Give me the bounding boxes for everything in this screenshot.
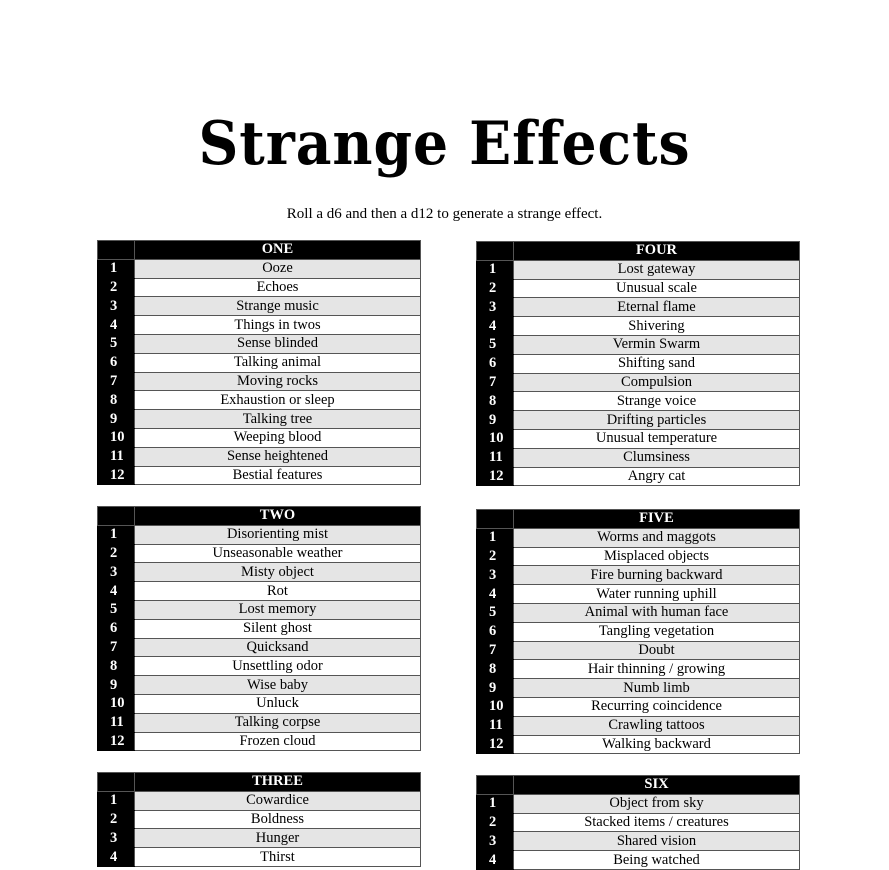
table-row: [477, 335, 800, 354]
table-row: [477, 832, 800, 851]
table-header-row: [98, 773, 421, 792]
roll-number: 8: [98, 391, 135, 410]
roll-number: 3: [477, 832, 514, 851]
table-row: [98, 391, 421, 410]
table-row: [477, 354, 800, 373]
effect-entry: Shifting sand: [514, 354, 800, 373]
table-row: [98, 657, 421, 676]
table-row: [477, 660, 800, 679]
table-heading: SIX: [514, 776, 800, 795]
table-row: [98, 694, 421, 713]
roll-number: 1: [98, 791, 135, 810]
effect-entry: Bestial features: [135, 466, 421, 485]
table-row: [98, 447, 421, 466]
effect-entry: Water running uphill: [514, 585, 800, 604]
roll-number: 5: [477, 603, 514, 622]
roll-number: 9: [477, 679, 514, 698]
table-row: [98, 372, 421, 391]
page-title: Strange Effects: [198, 109, 691, 179]
table-row: [477, 547, 800, 566]
roll-number: 1: [477, 528, 514, 547]
effect-entry: Talking animal: [135, 353, 421, 372]
roll-number: 4: [477, 851, 514, 870]
effect-entry: Shared vision: [514, 832, 800, 851]
table-row: [477, 392, 800, 411]
roll-number: 9: [477, 411, 514, 430]
table-heading: FOUR: [514, 242, 800, 261]
table-row: [98, 810, 421, 829]
roll-number: 1: [98, 259, 135, 278]
effect-entry: Tangling vegetation: [514, 622, 800, 641]
effect-entry: Things in twos: [135, 316, 421, 335]
table-row: [98, 563, 421, 582]
effect-entry: Strange voice: [514, 392, 800, 411]
roll-number: 11: [98, 447, 135, 466]
effect-entry: Numb limb: [514, 679, 800, 698]
roll-number: 4: [98, 582, 135, 601]
effect-entry: Unsettling odor: [135, 657, 421, 676]
roll-number: 7: [98, 638, 135, 657]
roll-number: 9: [98, 676, 135, 695]
effect-entry: Strange music: [135, 297, 421, 316]
table-row: [98, 259, 421, 278]
roll-number: 11: [98, 713, 135, 732]
table-five: [476, 509, 800, 754]
table-corner: [477, 776, 514, 795]
roll-number: 6: [98, 619, 135, 638]
table-row: [98, 638, 421, 657]
table-row: [98, 544, 421, 563]
table-row: [98, 582, 421, 601]
roll-number: 4: [98, 848, 135, 867]
roll-number: 5: [477, 335, 514, 354]
effect-entry: Recurring coincidence: [514, 697, 800, 716]
roll-number: 2: [477, 547, 514, 566]
table-row: [477, 279, 800, 298]
roll-number: 2: [477, 279, 514, 298]
effect-entry: Silent ghost: [135, 619, 421, 638]
roll-number: 3: [98, 297, 135, 316]
roll-number: 4: [98, 316, 135, 335]
effect-entry: Lost gateway: [514, 260, 800, 279]
effect-entry: Disorienting mist: [135, 525, 421, 544]
effect-entry: Rot: [135, 582, 421, 601]
effect-entry: Lost memory: [135, 600, 421, 619]
roll-number: 4: [477, 585, 514, 604]
table-row: [477, 716, 800, 735]
effect-entry: Drifting particles: [514, 411, 800, 430]
effect-entry: Talking corpse: [135, 713, 421, 732]
table-header-row: [98, 241, 421, 260]
table-row: [477, 467, 800, 486]
effect-entry: Echoes: [135, 278, 421, 297]
effect-entry: Quicksand: [135, 638, 421, 657]
roll-number: 10: [477, 697, 514, 716]
table-row: [477, 679, 800, 698]
roll-number: 12: [98, 732, 135, 751]
roll-number: 10: [98, 428, 135, 447]
effect-entry: Moving rocks: [135, 372, 421, 391]
table-six: [476, 775, 800, 870]
table-corner: [477, 510, 514, 529]
table-row: [98, 316, 421, 335]
effect-entry: Hunger: [135, 829, 421, 848]
table-row: [477, 585, 800, 604]
table-heading: ONE: [135, 241, 421, 260]
table-row: [98, 713, 421, 732]
effect-entry: Sense blinded: [135, 334, 421, 353]
effect-entry: Sense heightened: [135, 447, 421, 466]
page-subtitle: Roll a d6 and then a d12 to generate a strange effect.: [286, 206, 603, 222]
roll-number: 10: [477, 429, 514, 448]
roll-number: 12: [477, 467, 514, 486]
table-row: [98, 297, 421, 316]
roll-number: 6: [477, 354, 514, 373]
table-row: [477, 373, 800, 392]
roll-number: 3: [98, 829, 135, 848]
table-row: [477, 851, 800, 870]
effect-entry: Compulsion: [514, 373, 800, 392]
effect-entry: Wise baby: [135, 676, 421, 695]
table-header-row: [98, 507, 421, 526]
table-row: [477, 260, 800, 279]
table-row: [477, 411, 800, 430]
table-row: [477, 622, 800, 641]
effect-entry: Doubt: [514, 641, 800, 660]
table-two: [97, 506, 421, 751]
effect-entry: Cowardice: [135, 791, 421, 810]
roll-number: 2: [477, 813, 514, 832]
effect-entry: Talking tree: [135, 410, 421, 429]
table-row: [98, 732, 421, 751]
effect-entry: Thirst: [135, 848, 421, 867]
roll-number: 12: [477, 735, 514, 754]
table-corner: [98, 241, 135, 260]
roll-number: 8: [477, 392, 514, 411]
roll-number: 2: [98, 544, 135, 563]
table-row: [477, 603, 800, 622]
effect-entry: Walking backward: [514, 735, 800, 754]
effect-entry: Frozen cloud: [135, 732, 421, 751]
table-row: [477, 794, 800, 813]
table-corner: [98, 507, 135, 526]
effect-entry: Unusual scale: [514, 279, 800, 298]
effect-entry: Ooze: [135, 259, 421, 278]
table-heading: THREE: [135, 773, 421, 792]
effect-entry: Stacked items / creatures: [514, 813, 800, 832]
roll-number: 5: [98, 600, 135, 619]
roll-number: 7: [98, 372, 135, 391]
roll-number: 3: [477, 566, 514, 585]
effect-entry: Unseasonable weather: [135, 544, 421, 563]
effect-entry: Animal with human face: [514, 603, 800, 622]
table-row: [98, 791, 421, 810]
effect-entry: Hair thinning / growing: [514, 660, 800, 679]
effect-entry: Clumsiness: [514, 448, 800, 467]
table-header-row: [477, 776, 800, 795]
effect-entry: Object from sky: [514, 794, 800, 813]
table-corner: [477, 242, 514, 261]
roll-number: 5: [98, 334, 135, 353]
effect-entry: Crawling tattoos: [514, 716, 800, 735]
roll-number: 11: [477, 716, 514, 735]
effect-entry: Shivering: [514, 317, 800, 336]
table-one: [97, 240, 421, 485]
table-row: [477, 697, 800, 716]
table-header-row: [477, 242, 800, 261]
effect-entry: Worms and maggots: [514, 528, 800, 547]
effect-entry: Misplaced objects: [514, 547, 800, 566]
table-heading: TWO: [135, 507, 421, 526]
table-row: [477, 317, 800, 336]
roll-number: 1: [477, 260, 514, 279]
table-row: [477, 528, 800, 547]
roll-number: 3: [477, 298, 514, 317]
roll-number: 1: [477, 794, 514, 813]
table-row: [98, 278, 421, 297]
effect-entry: Exhaustion or sleep: [135, 391, 421, 410]
roll-number: 11: [477, 448, 514, 467]
effect-entry: Eternal flame: [514, 298, 800, 317]
roll-number: 10: [98, 694, 135, 713]
roll-number: 3: [98, 563, 135, 582]
roll-number: 1: [98, 525, 135, 544]
roll-number: 2: [98, 810, 135, 829]
table-row: [477, 429, 800, 448]
roll-number: 12: [98, 466, 135, 485]
roll-number: 4: [477, 317, 514, 336]
table-row: [98, 600, 421, 619]
table-row: [477, 448, 800, 467]
effect-entry: Fire burning backward: [514, 566, 800, 585]
table-row: [98, 428, 421, 447]
table-row: [98, 353, 421, 372]
table-four: [476, 241, 800, 486]
table-row: [477, 813, 800, 832]
effect-entry: Angry cat: [514, 467, 800, 486]
table-row: [98, 829, 421, 848]
table-row: [477, 298, 800, 317]
table-row: [98, 619, 421, 638]
roll-number: 2: [98, 278, 135, 297]
roll-number: 6: [98, 353, 135, 372]
table-row: [98, 410, 421, 429]
roll-number: 8: [98, 657, 135, 676]
effect-entry: Unluck: [135, 694, 421, 713]
table-corner: [98, 773, 135, 792]
table-row: [477, 566, 800, 585]
roll-number: 9: [98, 410, 135, 429]
table-row: [98, 525, 421, 544]
effect-entry: Unusual temperature: [514, 429, 800, 448]
table-row: [98, 676, 421, 695]
table-row: [98, 334, 421, 353]
effect-entry: Being watched: [514, 851, 800, 870]
table-row: [477, 641, 800, 660]
table-row: [477, 735, 800, 754]
effect-entry: Misty object: [135, 563, 421, 582]
roll-number: 7: [477, 373, 514, 392]
table-three: [97, 772, 421, 867]
effect-entry: Vermin Swarm: [514, 335, 800, 354]
effect-entry: Weeping blood: [135, 428, 421, 447]
effect-entry: Boldness: [135, 810, 421, 829]
table-heading: FIVE: [514, 510, 800, 529]
table-row: [98, 848, 421, 867]
table-row: [98, 466, 421, 485]
roll-number: 7: [477, 641, 514, 660]
table-header-row: [477, 510, 800, 529]
roll-number: 8: [477, 660, 514, 679]
roll-number: 6: [477, 622, 514, 641]
